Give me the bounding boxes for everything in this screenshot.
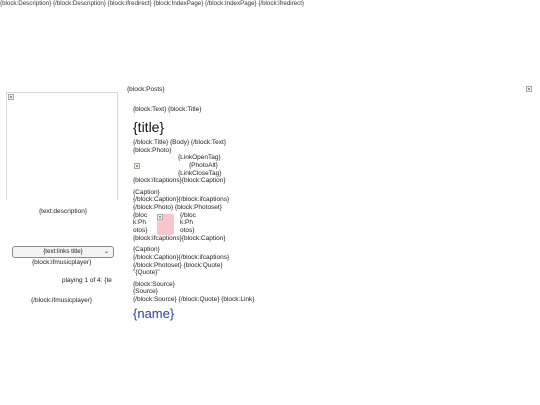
musicplayer-block-close: {/block:ifmusicplayer} bbox=[31, 297, 93, 304]
now-playing-text: playing 1 of 4: {te bbox=[62, 277, 112, 284]
broken-image-icon bbox=[157, 214, 163, 220]
photos-fragment: otos} bbox=[133, 226, 148, 234]
post-title[interactable]: {title} bbox=[133, 119, 165, 135]
broken-image-icon bbox=[8, 94, 14, 100]
caption-close-block: {/block:Caption}{/block:ifcaptions} bbox=[133, 196, 230, 203]
photos-block-right bbox=[180, 212, 196, 234]
sidebar-description: {text:description} bbox=[38, 208, 88, 215]
photoset-thumbnail[interactable] bbox=[157, 214, 174, 235]
musicplayer-block-open: {block:ifmusicplayer} bbox=[32, 259, 92, 266]
link-close-tag: {LinkCloseTag} bbox=[178, 170, 222, 177]
source-block: {block:Source} bbox=[133, 281, 175, 288]
photo-alt: {PhotoAlt} bbox=[189, 162, 218, 169]
link-block: {/block:Source} {/block:Quote} {block:Link} bbox=[133, 296, 255, 303]
text-title-block: {block:Text} {block:Title} bbox=[133, 106, 202, 113]
broken-image-icon bbox=[134, 163, 140, 169]
template-header-line: {block:Description} {/block:Description} {block:ifredirect} {block:IndexPage} {/block:IndexPage} {/block:ifredirect} bbox=[0, 0, 305, 7]
caption-text: {Caption} bbox=[133, 246, 160, 253]
ifcaptions-caption-block: {block:ifcaptions}{block:Caption} bbox=[133, 235, 226, 242]
source-text: {Source} bbox=[133, 288, 158, 295]
sidebar-avatar-frame bbox=[6, 92, 118, 200]
link-name[interactable]: {name} bbox=[133, 306, 175, 321]
photoset-block: {/block:Photo} {block:Photoset} bbox=[133, 204, 222, 211]
links-dropdown-value: {text:links title} bbox=[43, 248, 83, 256]
quote-block: {/block:Photoset} {block:Quote} bbox=[133, 262, 223, 269]
photos-fragment: {/bloc bbox=[180, 212, 196, 219]
links-dropdown[interactable] bbox=[12, 246, 114, 258]
chevron-down-icon: ⌄ bbox=[103, 249, 109, 255]
photos-fragment: {bloc bbox=[133, 212, 148, 219]
body-block: {/block:Title} {Body} {/block:Text} bbox=[133, 139, 226, 146]
corner-image bbox=[526, 86, 532, 94]
photos-fragment: k:Ph bbox=[133, 219, 147, 227]
caption-close-block: {/block:Caption}{/block:ifcaptions} bbox=[133, 254, 230, 261]
caption-text: {Caption} bbox=[133, 189, 160, 196]
link-open-tag: {LinkOpenTag} bbox=[178, 154, 221, 161]
photos-block-left bbox=[133, 212, 147, 234]
post-photo[interactable] bbox=[134, 163, 140, 171]
quote-text: "{Quote}" bbox=[133, 269, 160, 276]
posts-block: {block:Posts} bbox=[127, 86, 165, 93]
photos-fragment: otos} bbox=[180, 226, 195, 234]
photo-block: {block:Photo} bbox=[133, 147, 172, 154]
ifcaptions-caption-block: {block:ifcaptions}{block:Caption} bbox=[133, 177, 226, 184]
broken-image-icon bbox=[526, 86, 532, 92]
photos-fragment: k:Ph bbox=[180, 219, 194, 227]
